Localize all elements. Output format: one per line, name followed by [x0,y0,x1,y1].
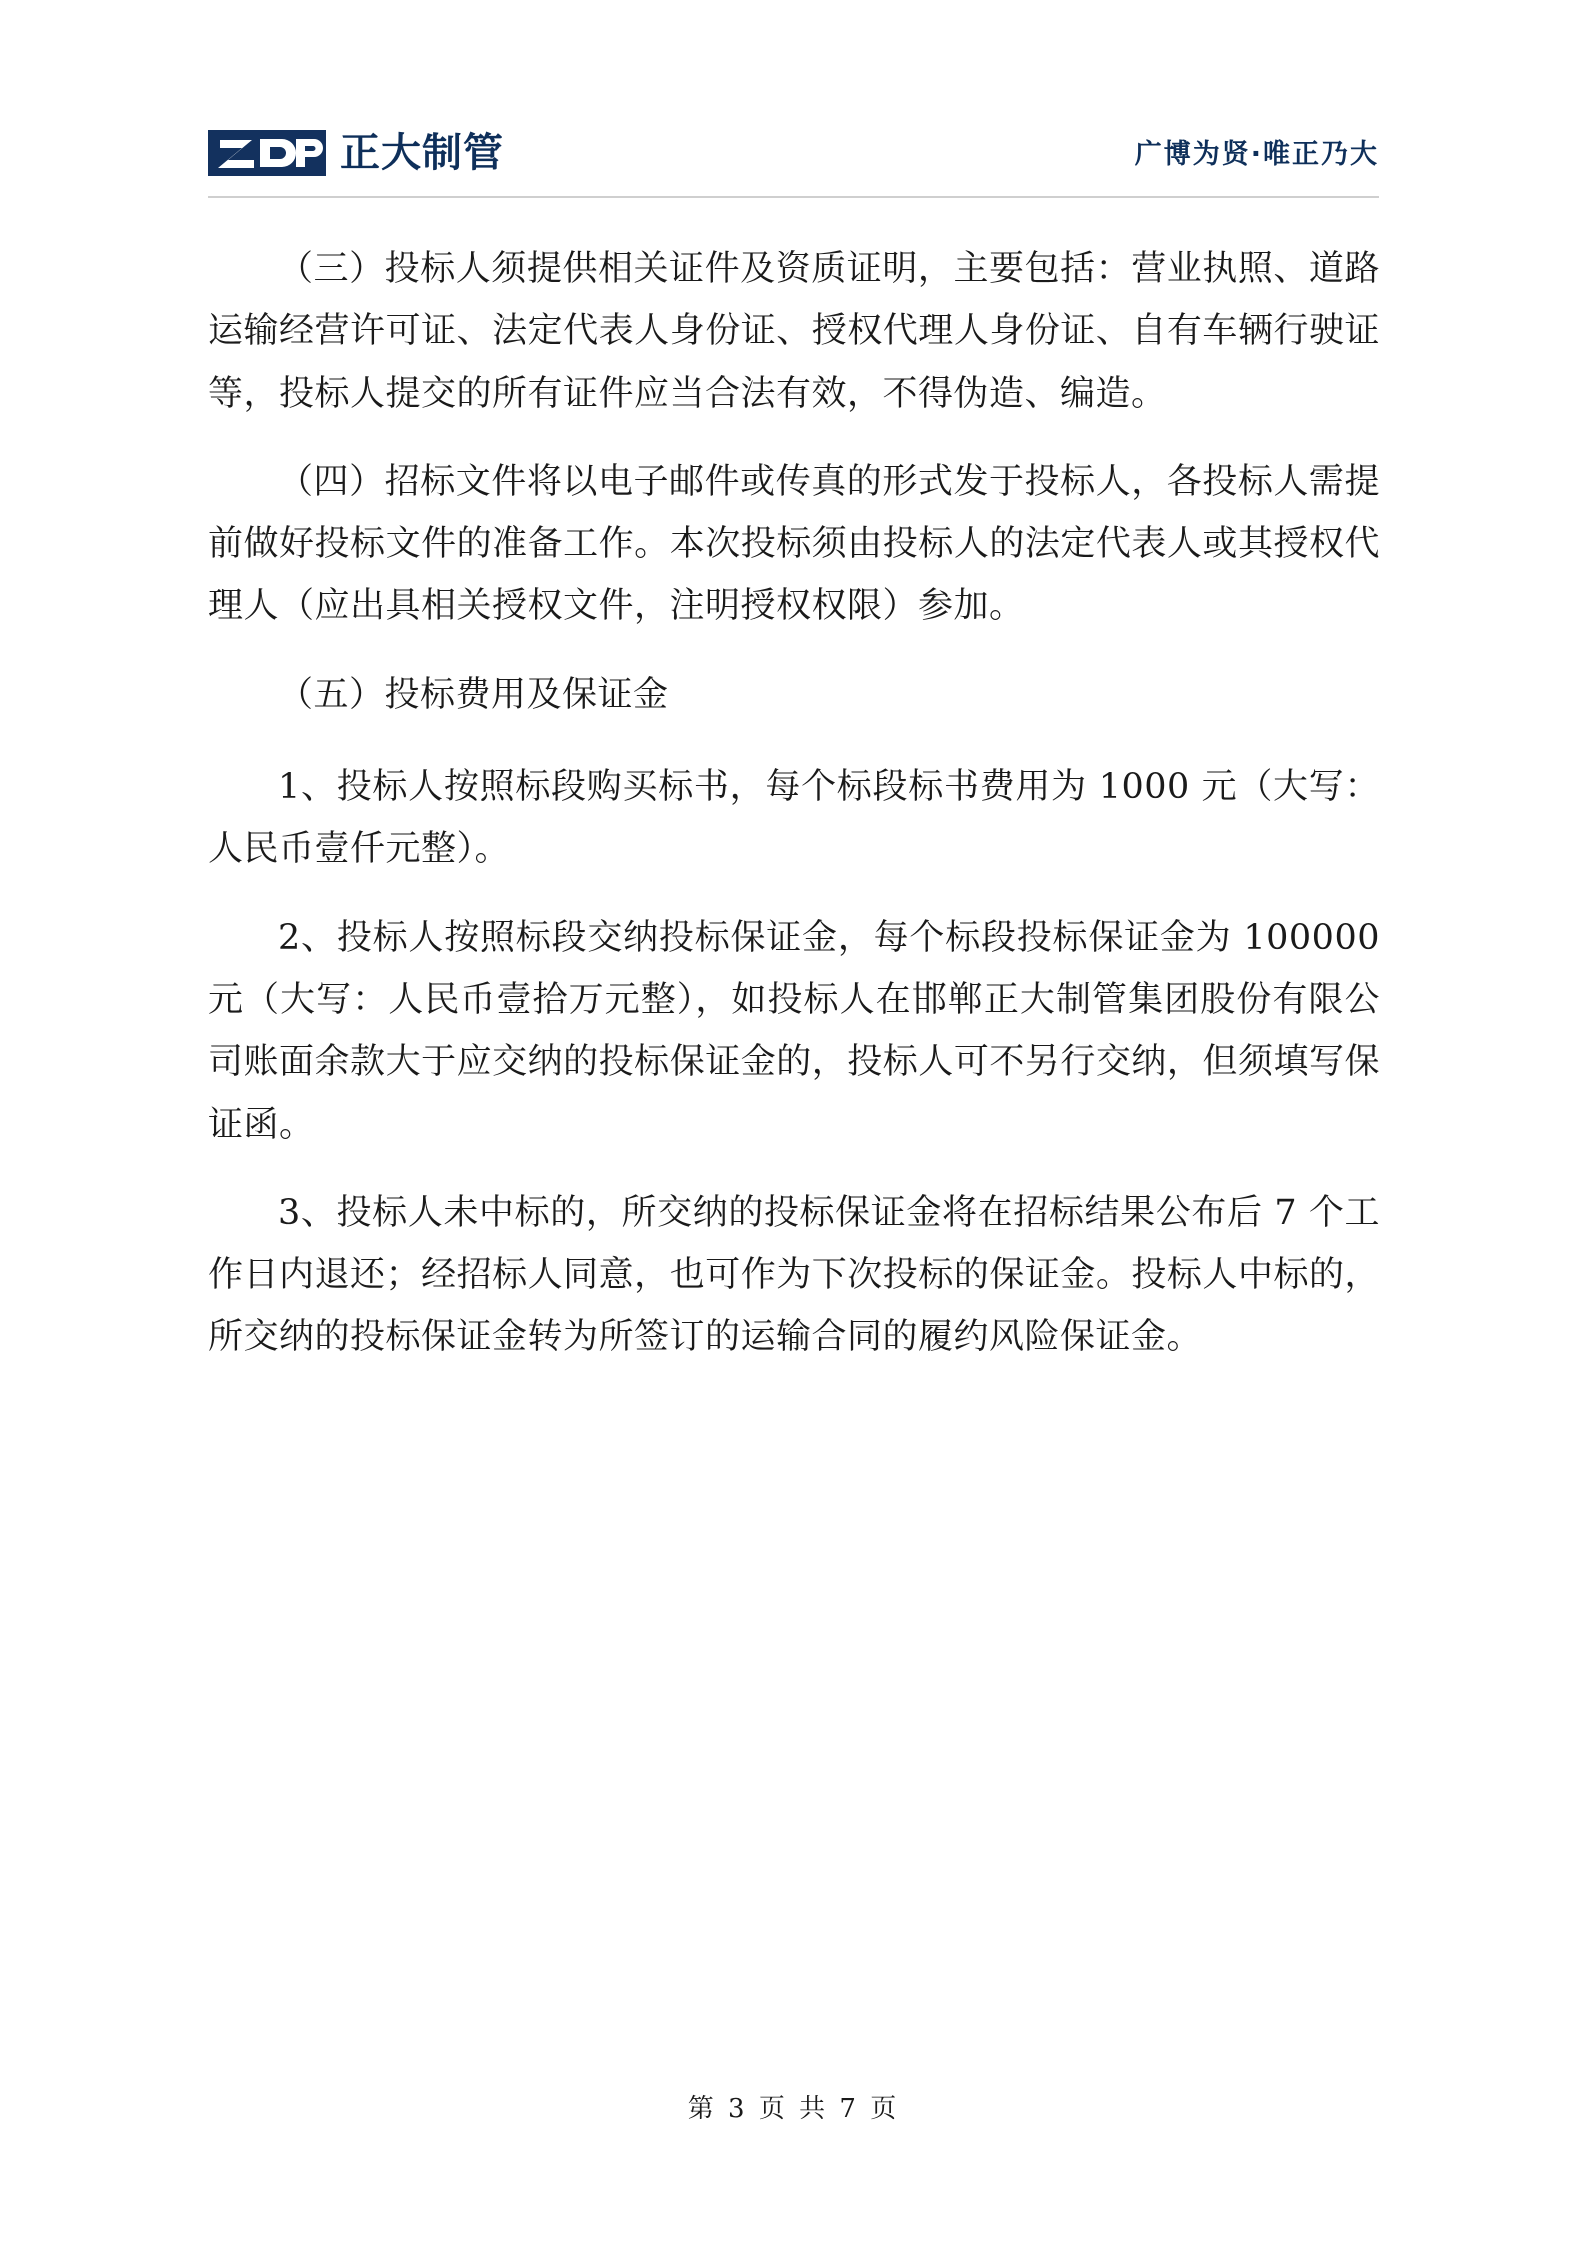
page-header [208,110,1379,198]
brand-name: 正大制管 [340,130,504,176]
paragraph: 2、投标人按照标段交纳投标保证金，每个标段投标保证金为 100000 元（大写：人民币壹拾万元整），如投标人在邯郸正大制管集团股份有限公司账面余款大于应交纳的投标保证金的，投标人可不另行交纳，但须填写保证函。 [208,917,1380,1145]
paragraph: （五）投标费用及保证金 [278,674,669,715]
brand-lockup [208,130,504,176]
paragraph: （三）投标人须提供相关证件及资质证明，主要包括：营业执照、道路运输经营许可证、法定代表人身份证、授权代理人身份证、自有车辆行驶证等，投标人提交的所有证件应当合法有效，不得伪造、编造。 [208,249,1380,414]
document-body [208,238,1380,1395]
paragraph: 1、投标人按照标段购买标书，每个标段标书费用为 1000 元（大写：人民币壹仟元整）。 [208,767,1380,870]
zdp-logo-icon [208,130,326,176]
page-footer: 第 3 页 共 7 页 [687,2094,900,2124]
brand-slogan: 广博为贤·唯正乃大 [1134,138,1379,170]
paragraph: 3、投标人未中标的，所交纳的投标保证金将在招标结果公布后 7 个工作日内退还；经招标人同意，也可作为下次投标的保证金。投标人中标的，所交纳的投标保证金转为所签订的运输合同的履约风险保证金。 [208,1192,1380,1358]
paragraph: （四）招标文件将以电子邮件或传真的形式发于投标人，各投标人需提前做好投标文件的准备工作。本次投标须由投标人的法定代表人或其授权代理人（应出具相关授权文件，注明授权权限）参加。 [208,461,1380,627]
